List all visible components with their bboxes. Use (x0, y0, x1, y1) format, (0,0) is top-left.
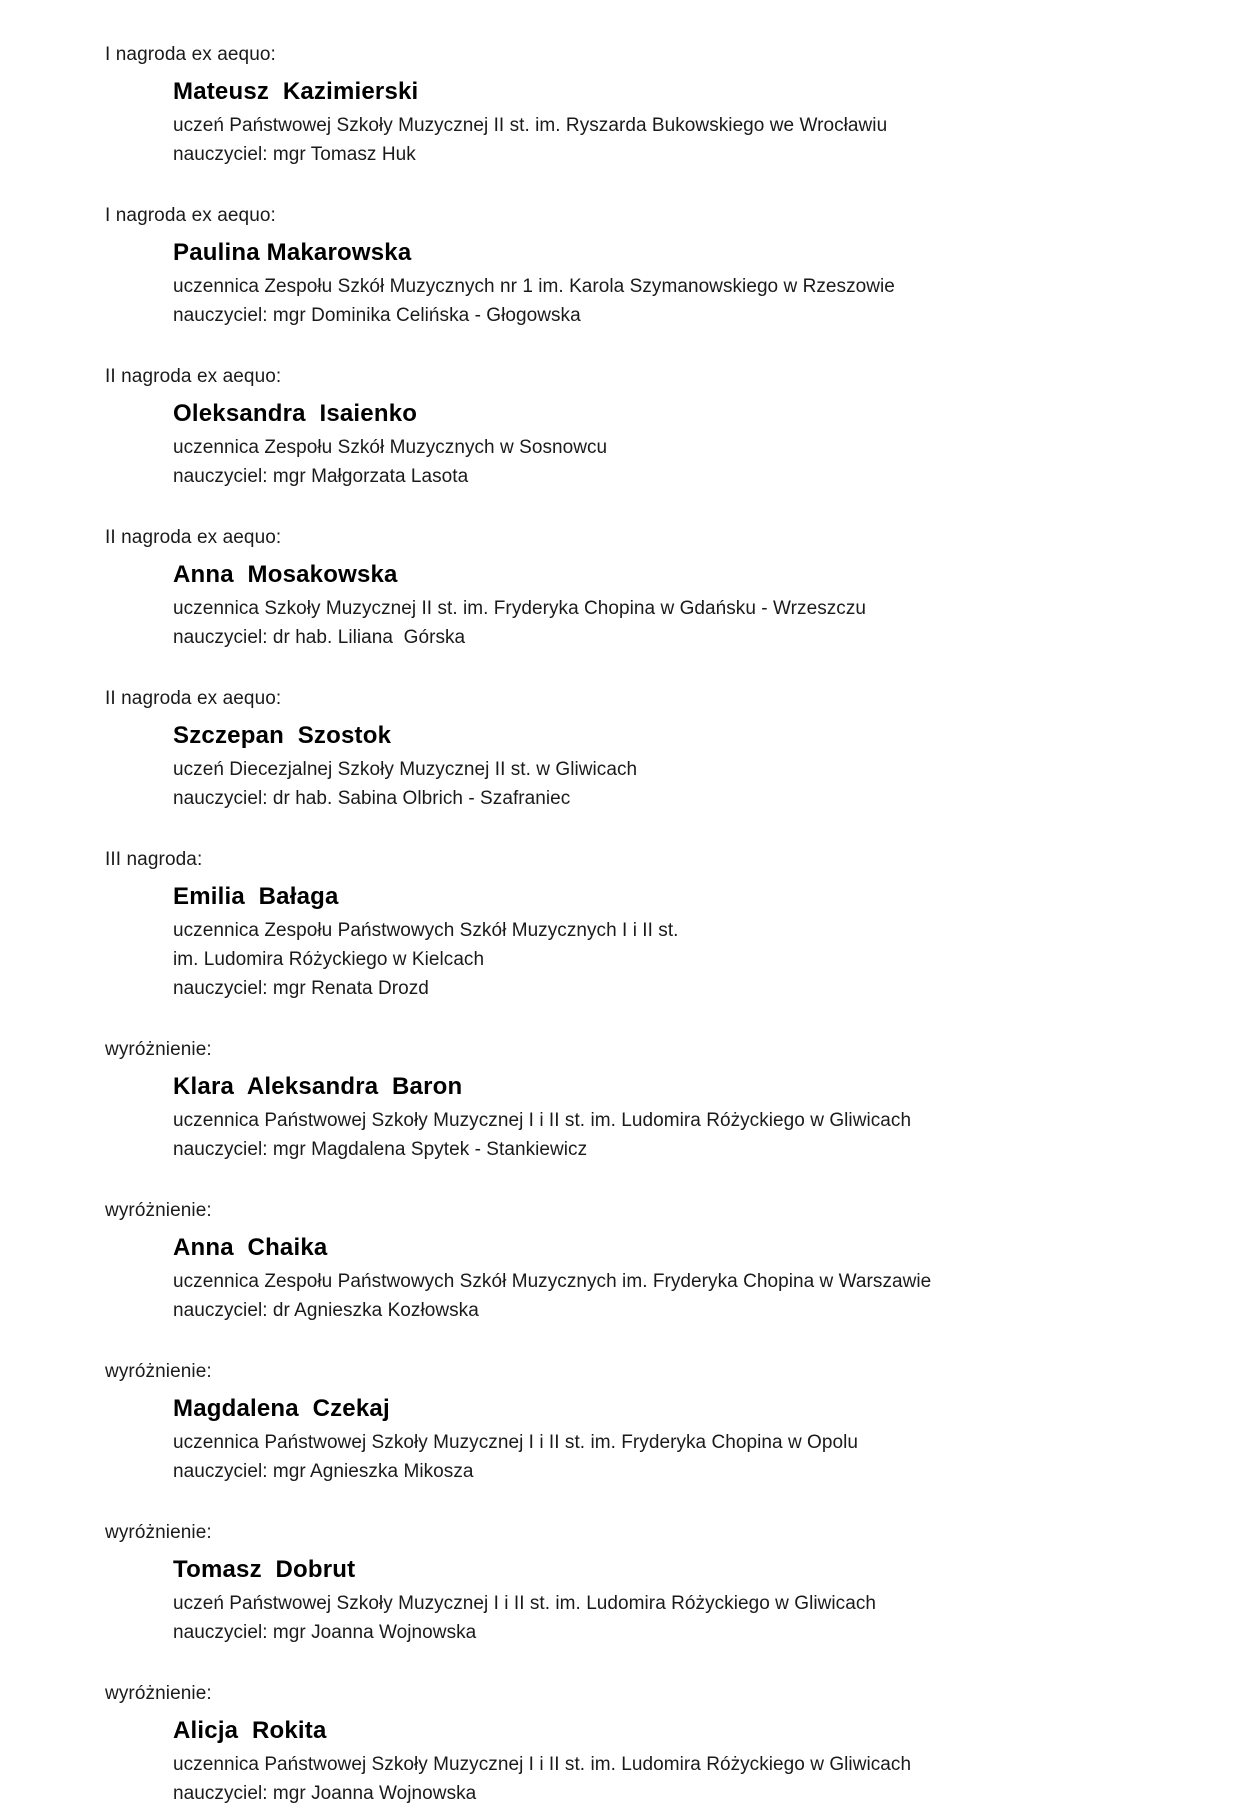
laureate-name: Magdalena Czekaj (173, 1395, 390, 1422)
award-entry (105, 523, 1140, 652)
teacher-line: nauczyciel: mgr Joanna Wojnowska (173, 1622, 477, 1643)
laureate-block (105, 557, 1140, 652)
laureate-block (105, 1552, 1140, 1647)
award-entry (105, 1679, 1140, 1808)
laureate-name: Mateusz Kazimierski (173, 78, 419, 105)
award-entry (105, 40, 1140, 169)
teacher-line: nauczyciel: mgr Dominika Celińska - Głogowska (173, 305, 581, 326)
laureate-name: Tomasz Dobrut (173, 1556, 356, 1583)
school-line: im. Ludomira Różyckiego w Kielcach (173, 949, 485, 970)
teacher-line: nauczyciel: dr hab. Sabina Olbrich - Szafraniec (173, 788, 571, 809)
award-entry (105, 1518, 1140, 1647)
teacher-line: nauczyciel: mgr Magdalena Spytek - Stankiewicz (173, 1139, 588, 1160)
laureate-name: Anna Mosakowska (173, 561, 398, 588)
teacher-line: nauczyciel: mgr Joanna Wojnowska (173, 1783, 477, 1804)
laureate-block (105, 396, 1140, 491)
prize-label: III nagroda: (105, 849, 203, 870)
teacher-line: nauczyciel: mgr Agnieszka Mikosza (173, 1461, 474, 1482)
school-line: uczennica Zespołu Szkół Muzycznych nr 1 im. Karola Szymanowskiego w Rzeszowie (173, 276, 895, 297)
prize-label: I nagroda ex aequo: (105, 44, 276, 65)
laureate-block (105, 1069, 1140, 1164)
award-entry (105, 201, 1140, 330)
school-line: uczennica Szkoły Muzycznej II st. im. Fryderyka Chopina w Gdańsku - Wrzeszczu (173, 598, 867, 619)
prize-label: wyróżnienie: (105, 1522, 212, 1543)
award-entry (105, 1035, 1140, 1164)
teacher-line: nauczyciel: dr Agnieszka Kozłowska (173, 1300, 479, 1321)
laureate-name: Szczepan Szostok (173, 722, 392, 749)
laureate-block (105, 74, 1140, 169)
teacher-line: nauczyciel: mgr Małgorzata Lasota (173, 466, 469, 487)
school-line: uczeń Państwowej Szkoły Muzycznej II st. im. Ryszarda Bukowskiego we Wrocławiu (173, 115, 888, 136)
award-entry (105, 1196, 1140, 1325)
laureate-block (105, 1391, 1140, 1486)
award-entry (105, 684, 1140, 813)
laureate-block (105, 1713, 1140, 1808)
school-line: uczennica Państwowej Szkoły Muzycznej I i II st. im. Fryderyka Chopina w Opolu (173, 1432, 858, 1453)
laureate-name: Alicja Rokita (173, 1717, 327, 1744)
school-line: uczennica Zespołu Szkół Muzycznych w Sosnowcu (173, 437, 608, 458)
laureate-name: Oleksandra Isaienko (173, 400, 418, 427)
teacher-line: nauczyciel: mgr Tomasz Huk (173, 144, 416, 165)
prize-label: II nagroda ex aequo: (105, 688, 282, 709)
award-entry (105, 1357, 1140, 1486)
prize-label: II nagroda ex aequo: (105, 366, 282, 387)
school-line: uczeń Państwowej Szkoły Muzycznej I i II st. im. Ludomira Różyckiego w Gliwicach (173, 1593, 877, 1614)
laureate-name: Paulina Makarowska (173, 239, 412, 266)
prize-label: wyróżnienie: (105, 1039, 212, 1060)
laureate-block (105, 879, 1140, 1003)
laureate-name: Anna Chaika (173, 1234, 328, 1261)
prize-label: I nagroda ex aequo: (105, 205, 276, 226)
prize-label: wyróżnienie: (105, 1683, 212, 1704)
laureate-name: Emilia Bałaga (173, 883, 339, 910)
award-entry (105, 362, 1140, 491)
laureate-block (105, 1230, 1140, 1325)
school-line: uczennica Państwowej Szkoły Muzycznej I i II st. im. Ludomira Różyckiego w Gliwicach (173, 1110, 912, 1131)
teacher-line: nauczyciel: dr hab. Liliana Górska (173, 627, 466, 648)
laureate-name: Klara Aleksandra Baron (173, 1073, 463, 1100)
laureate-block (105, 235, 1140, 330)
prize-label: II nagroda ex aequo: (105, 527, 282, 548)
award-entry (105, 845, 1140, 1003)
laureate-block (105, 718, 1140, 813)
school-line: uczennica Zespołu Państwowych Szkół Muzycznych I i II st. (173, 920, 679, 941)
school-line: uczennica Państwowej Szkoły Muzycznej I i II st. im. Ludomira Różyckiego w Gliwicach (173, 1754, 912, 1775)
award-list (105, 40, 1140, 1808)
school-line: uczennica Zespołu Państwowych Szkół Muzycznych im. Fryderyka Chopina w Warszawie (173, 1271, 932, 1292)
prize-label: wyróżnienie: (105, 1361, 212, 1382)
school-line: uczeń Diecezjalnej Szkoły Muzycznej II st. w Gliwicach (173, 759, 638, 780)
teacher-line: nauczyciel: mgr Renata Drozd (173, 978, 429, 999)
prize-label: wyróżnienie: (105, 1200, 212, 1221)
